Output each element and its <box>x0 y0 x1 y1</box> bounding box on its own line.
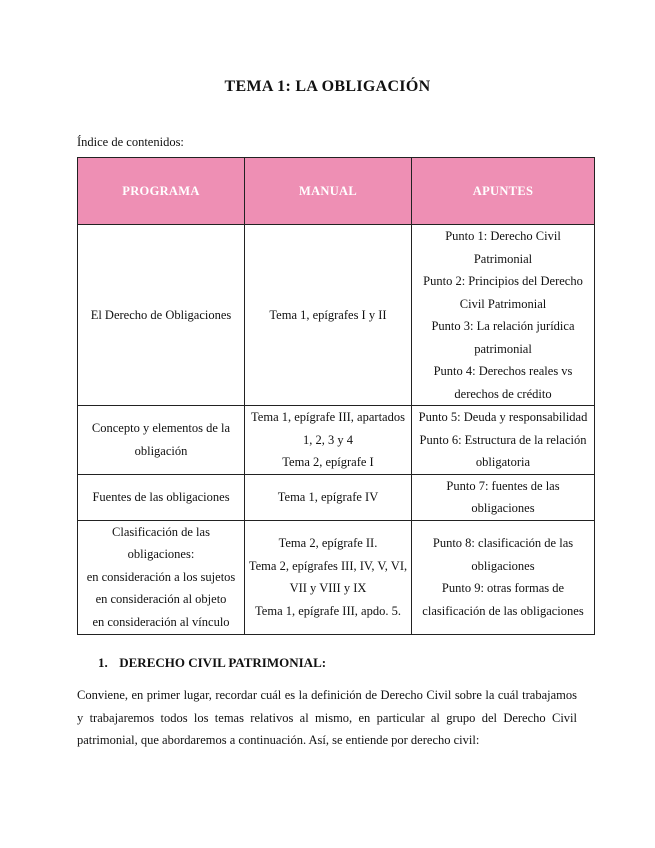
cell-line: obligaciones <box>471 558 535 573</box>
cell-line: Civil Patrimonial <box>459 296 547 311</box>
cell-line: Punto 6: Estructura de la relación <box>419 432 587 447</box>
apuntes-cell <box>412 406 595 475</box>
cell-line: en consideración a los sujetos <box>86 569 236 584</box>
cell-line: El Derecho de Obligaciones <box>90 307 232 322</box>
apuntes-cell <box>412 474 595 520</box>
table-row <box>78 225 595 406</box>
cell-line: en consideración al vínculo <box>92 614 230 629</box>
table-header-row <box>78 158 595 225</box>
cell-line: Punto 2: Principios del Derecho <box>423 274 583 288</box>
programa-cell <box>78 406 245 475</box>
cell-line: Punto 8: clasificación de las <box>432 536 574 550</box>
cell-line: Punto 9: otras formas de <box>441 581 565 595</box>
page-title: TEMA 1: LA OBLIGACIÓN <box>224 78 431 95</box>
cell-line: obligaciones: <box>127 547 195 562</box>
cell-line: obligación <box>134 443 188 458</box>
header-programa: PROGRAMA <box>78 158 245 225</box>
cell-line: Tema 1, epígrafes I y II <box>269 307 387 322</box>
manual-cell <box>245 474 412 520</box>
cell-line: Punto 5: Deuda y responsabilidad <box>418 410 588 424</box>
section-number: 1. <box>98 655 108 670</box>
cell-line: obligaciones <box>471 501 535 515</box>
table-row <box>78 474 595 520</box>
cell-line: Punto 4: Derechos reales vs <box>433 364 573 378</box>
programa-cell <box>78 474 245 520</box>
cell-line: Tema 1, epígrafe IV <box>277 489 379 504</box>
cell-line: Fuentes de las obligaciones <box>92 489 230 504</box>
cell-line: Tema 2, epígrafe II. <box>278 536 378 550</box>
cell-line: Tema 1, epígrafe III, apdo. 5. <box>255 603 401 618</box>
programa-cell <box>78 520 245 634</box>
cell-line: Punto 7: fuentes de las <box>446 478 560 493</box>
cell-line: Concepto y elementos de la <box>91 421 231 436</box>
cell-line: Punto 3: La relación jurídica <box>431 319 575 333</box>
table-row <box>78 406 595 475</box>
manual-cell <box>245 406 412 475</box>
index-label: Índice de contenidos: <box>77 135 184 149</box>
cell-line: derechos de crédito <box>454 386 552 401</box>
cell-line: Tema 1, epígrafe III, apartados <box>251 410 405 424</box>
apuntes-cell <box>412 520 595 634</box>
table-row <box>78 520 595 634</box>
cell-line: obligatoria <box>475 455 531 469</box>
header-manual: MANUAL <box>245 158 412 225</box>
cell-line: en consideración al objeto <box>95 592 227 607</box>
section-title: DERECHO CIVIL PATRIMONIAL: <box>119 655 327 670</box>
section-heading <box>98 655 326 671</box>
contents-table <box>77 157 595 635</box>
manual-cell <box>245 520 412 634</box>
cell-line: patrimonial <box>474 341 532 356</box>
cell-line: Tema 2, epígrafes III, IV, V, VI, <box>248 558 408 573</box>
cell-line: 1, 2, 3 y 4 <box>303 432 353 447</box>
programa-cell <box>78 225 245 406</box>
apuntes-cell <box>412 225 595 406</box>
cell-line: Clasificación de las <box>112 524 210 539</box>
cell-line: clasificación de las obligaciones <box>422 603 584 618</box>
cell-line: Patrimonial <box>473 251 533 266</box>
cell-line: Punto 1: Derecho Civil <box>445 229 561 243</box>
body-paragraph: Conviene, en primer lugar, recordar cuál es la definición de Derecho Civil sobre la cuál trabajamos y trabajaremos todos los temas relativos al mismo, en particular al grupo del Derecho Civil patrimonial, que abordaremos a continuación. Así, se entiende por derecho civil: <box>77 688 577 747</box>
cell-line: Tema 2, epígrafe I <box>282 455 374 469</box>
header-apuntes: APUNTES <box>412 158 595 225</box>
cell-line: VII y VIII y IX <box>289 581 367 595</box>
manual-cell <box>245 225 412 406</box>
